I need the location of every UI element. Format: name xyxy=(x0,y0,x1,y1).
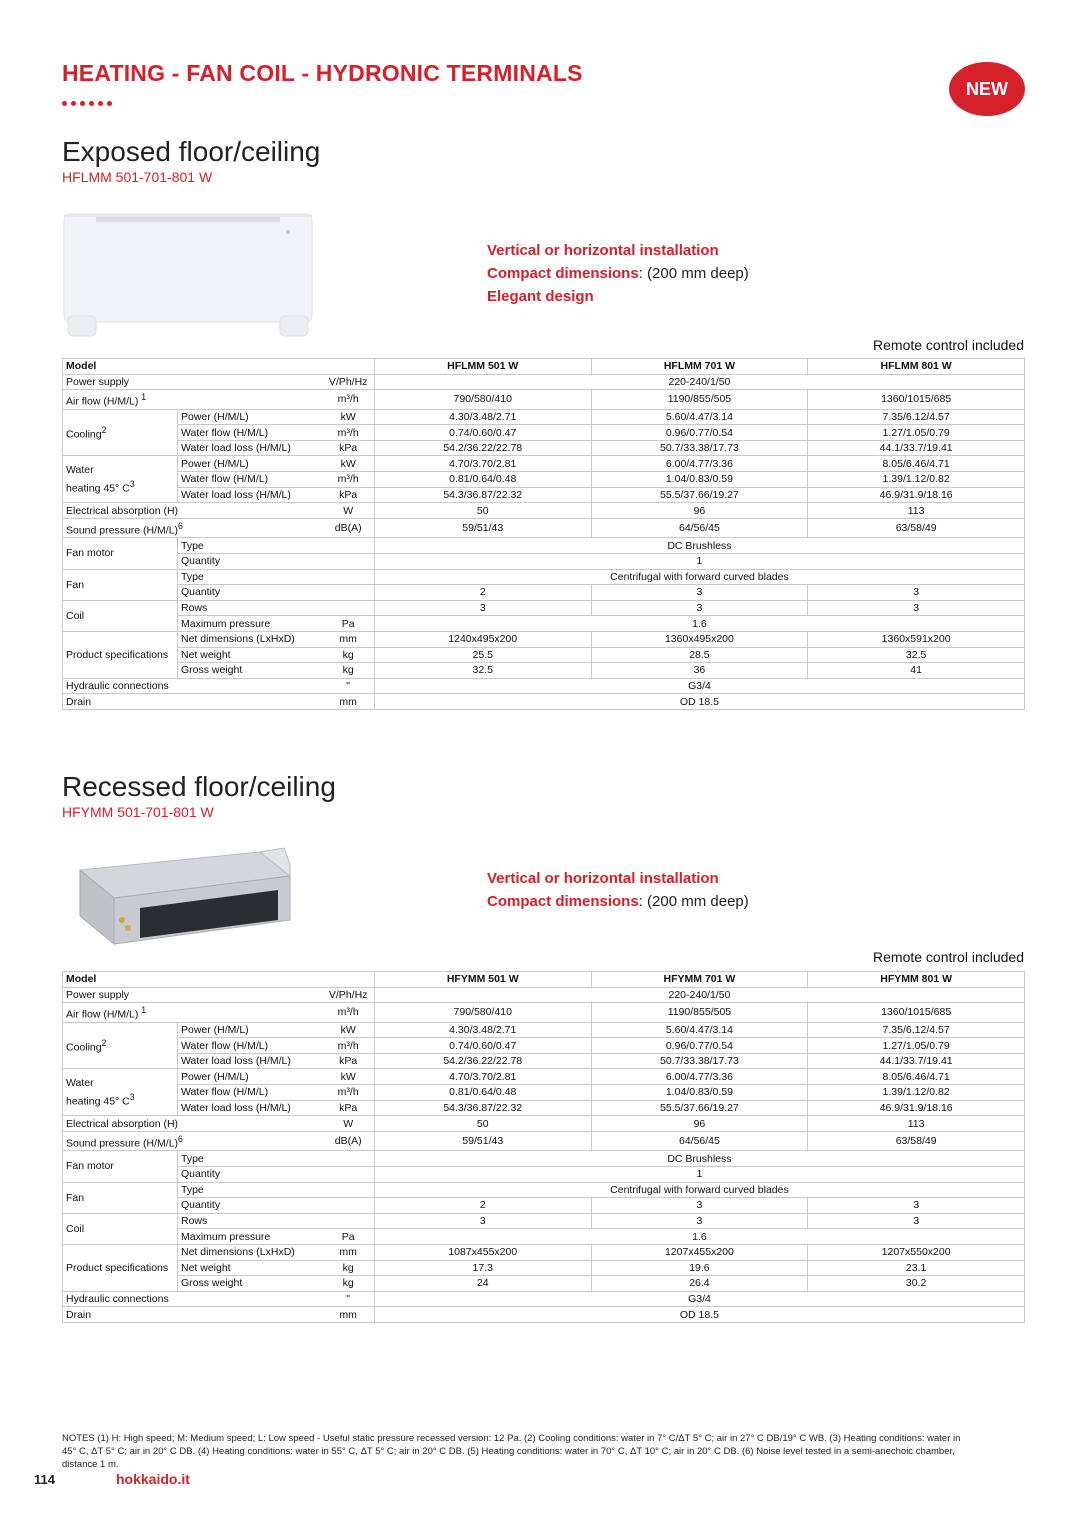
table-row: Air flow (H/M/L) $^1$ m³/h 790/580/410 1190/855/505 1360/1015/685 xyxy=(63,1003,1025,1023)
feature-line: Vertical or horizontal installation xyxy=(487,242,719,259)
table-row: Water heating 45° $C^3$ Power (H/M/L) kW 4.70/3.70/2.81 6.00/4.77/3.36 8.05/6.46/4.71 xyxy=(63,456,1025,472)
section2-remote-note: Remote control included xyxy=(873,949,1024,965)
table-row: Gross weight kg 24 26.4 30.2 xyxy=(63,1276,1025,1292)
table-row: Fan Type Centrifugal with forward curved blades xyxy=(63,569,1025,585)
recessed-fancoil-image xyxy=(74,840,296,950)
table-row: Water flow (H/M/L) m³/h 0.81/0.64/0.48 1.04/0.83/0.59 1.39/1.12/0.82 xyxy=(63,1085,1025,1101)
table-row: Coil Rows 3 3 3 xyxy=(63,1213,1025,1229)
table-row: Water load loss (H/M/L) kPa 54.2/36.22/22.78 50.7/33.38/17.73 44.1/33.7/19.41 xyxy=(63,1053,1025,1069)
section1-title: Exposed floor/ceiling xyxy=(62,136,321,167)
table-row: Quantity 1 xyxy=(63,1166,1025,1182)
section1-remote-note: Remote control included xyxy=(873,337,1024,353)
feature-line: Compact dimensions: (200 mm deep) xyxy=(487,265,749,282)
feature-line: Elegant design xyxy=(487,288,594,305)
page-heading: HEATING - FAN COIL - HYDRONIC TERMINALS xyxy=(62,60,583,86)
section2-spec-table xyxy=(62,971,1025,1323)
table-row: Sound pressure $(H/M/L)^6$ dB(A) 59/51/43 64/56/45 63/58/49 xyxy=(63,518,1025,538)
table-row: Water flow (H/M/L) m³/h 0.81/0.64/0.48 1.04/0.83/0.59 1.39/1.12/0.82 xyxy=(63,472,1025,488)
table-row: Fan motor Type DC Brushless xyxy=(63,538,1025,554)
table-row: Gross weight kg 32.5 36 41 xyxy=(63,663,1025,679)
table-row: Fan Type Centrifugal with forward curved blades xyxy=(63,1182,1025,1198)
table-row: Model HFYMM 501 W HFYMM 701 W HFYMM 801 W xyxy=(63,972,1025,988)
table-row: Electrical absorption (H) W 50 96 113 xyxy=(63,1116,1025,1132)
table-row: Water flow (H/M/L) m³/h 0.74/0.60/0.47 0.96/0.77/0.54 1.27/1.05/0.79 xyxy=(63,1038,1025,1054)
table-row: Cooling$^2$ Power (H/M/L) kW 4.30/3.48/2.71 5.60/4.47/3.14 7.35/6.12/4.57 xyxy=(63,409,1025,425)
section2-features xyxy=(487,867,749,913)
table-row: Maximum pressure Pa 1.6 xyxy=(63,1229,1025,1245)
table-row: Power supply V/Ph/Hz 220-240/1/50 xyxy=(63,374,1025,390)
table-row: Electrical absorption (H) W 50 96 113 xyxy=(63,503,1025,519)
section1-features xyxy=(487,239,749,308)
table-row: Quantity 1 xyxy=(63,553,1025,569)
section1-subtitle: HFLMM 501-701-801 W xyxy=(62,169,213,185)
table-row: Hydraulic connections " G3/4 xyxy=(63,1291,1025,1307)
table-row: Drain mm OD 18.5 xyxy=(63,1307,1025,1323)
table-row: Drain mm OD 18.5 xyxy=(63,694,1025,710)
exposed-fancoil-image xyxy=(62,208,320,340)
website-link[interactable]: hokkaido.it xyxy=(116,1471,190,1487)
table-row: Net weight kg 25.5 28.5 32.5 xyxy=(63,647,1025,663)
table-row: Power supply V/Ph/Hz 220-240/1/50 xyxy=(63,987,1025,1003)
table-row: Model HFLMM 501 W HFLMM 701 W HFLMM 801 W xyxy=(63,359,1025,375)
table-row: Maximum pressure Pa 1.6 xyxy=(63,616,1025,632)
page-number: 114 xyxy=(34,1472,55,1487)
table-row: Water load loss (H/M/L) kPa 54.3/36.87/22.32 55.5/37.66/19.27 46.9/31.9/18.16 xyxy=(63,1100,1025,1116)
footnotes: NOTES (1) H: High speed; M: Medium speed; L: Low speed - Useful static pressure recessed version: 12 Pa. (2) Cooling conditions: water in 7° C/ΔT 5° C; air in 27° C DB/19° C WB. (3) Heating conditions: water in 45° C, ΔT 5° C; air in 20° C DB. (4) Heating conditions: water in 55° C, ΔT 5° C; air in 20° C DB. (5) Heating conditions: water in 70° C, ΔT 10° C; air in 20° C DB. (6) Noise level tested in a semi-anechoic chamber, distance 1 m. xyxy=(62,1433,961,1470)
table-row: Water heating 45° $C^3$ Power (H/M/L) kW 4.70/3.70/2.81 6.00/4.77/3.36 8.05/6.46/4.71 xyxy=(63,1069,1025,1085)
table-row: Net weight kg 17.3 19.6 23.1 xyxy=(63,1260,1025,1276)
section1-spec-table xyxy=(62,358,1025,710)
feature-line: Compact dimensions: (200 mm deep) xyxy=(487,893,749,910)
new-badge: NEW xyxy=(949,62,1025,116)
table-row: Product specifications Net dimensions (LxHxD) mm 1240x495x200 1360x495x200 1360x591x200 xyxy=(63,631,1025,647)
table-row: Coil Rows 3 3 3 xyxy=(63,600,1025,616)
section2-subtitle: HFYMM 501-701-801 W xyxy=(62,804,214,820)
section2-title: Recessed floor/ceiling xyxy=(62,771,336,802)
table-row: Product specifications Net dimensions (LxHxD) mm 1087x455x200 1207x455x200 1207x550x200 xyxy=(63,1244,1025,1260)
table-row: Air flow (H/M/L) $^1$ m³/h 790/580/410 1190/855/505 1360/1015/685 xyxy=(63,390,1025,410)
table-row: Cooling$^2$ Power (H/M/L) kW 4.30/3.48/2.71 5.60/4.47/3.14 7.35/6.12/4.57 xyxy=(63,1022,1025,1038)
table-row: Water load loss (H/M/L) kPa 54.2/36.22/22.78 50.7/33.38/17.73 44.1/33.7/19.41 xyxy=(63,440,1025,456)
table-row: Sound pressure $(H/M/L)^6$ dB(A) 59/51/43 64/56/45 63/58/49 xyxy=(63,1131,1025,1151)
feature-line: Vertical or horizontal installation xyxy=(487,870,719,887)
table-row: Fan motor Type DC Brushless xyxy=(63,1151,1025,1167)
table-row: Hydraulic connections " G3/4 xyxy=(63,678,1025,694)
table-row: Quantity 2 3 3 xyxy=(63,1198,1025,1214)
table-row: Quantity 2 3 3 xyxy=(63,585,1025,601)
table-row: Water flow (H/M/L) m³/h 0.74/0.60/0.47 0.96/0.77/0.54 1.27/1.05/0.79 xyxy=(63,425,1025,441)
heading-dots xyxy=(62,101,112,106)
table-row: Water load loss (H/M/L) kPa 54.3/36.87/22.32 55.5/37.66/19.27 46.9/31.9/18.16 xyxy=(63,487,1025,503)
